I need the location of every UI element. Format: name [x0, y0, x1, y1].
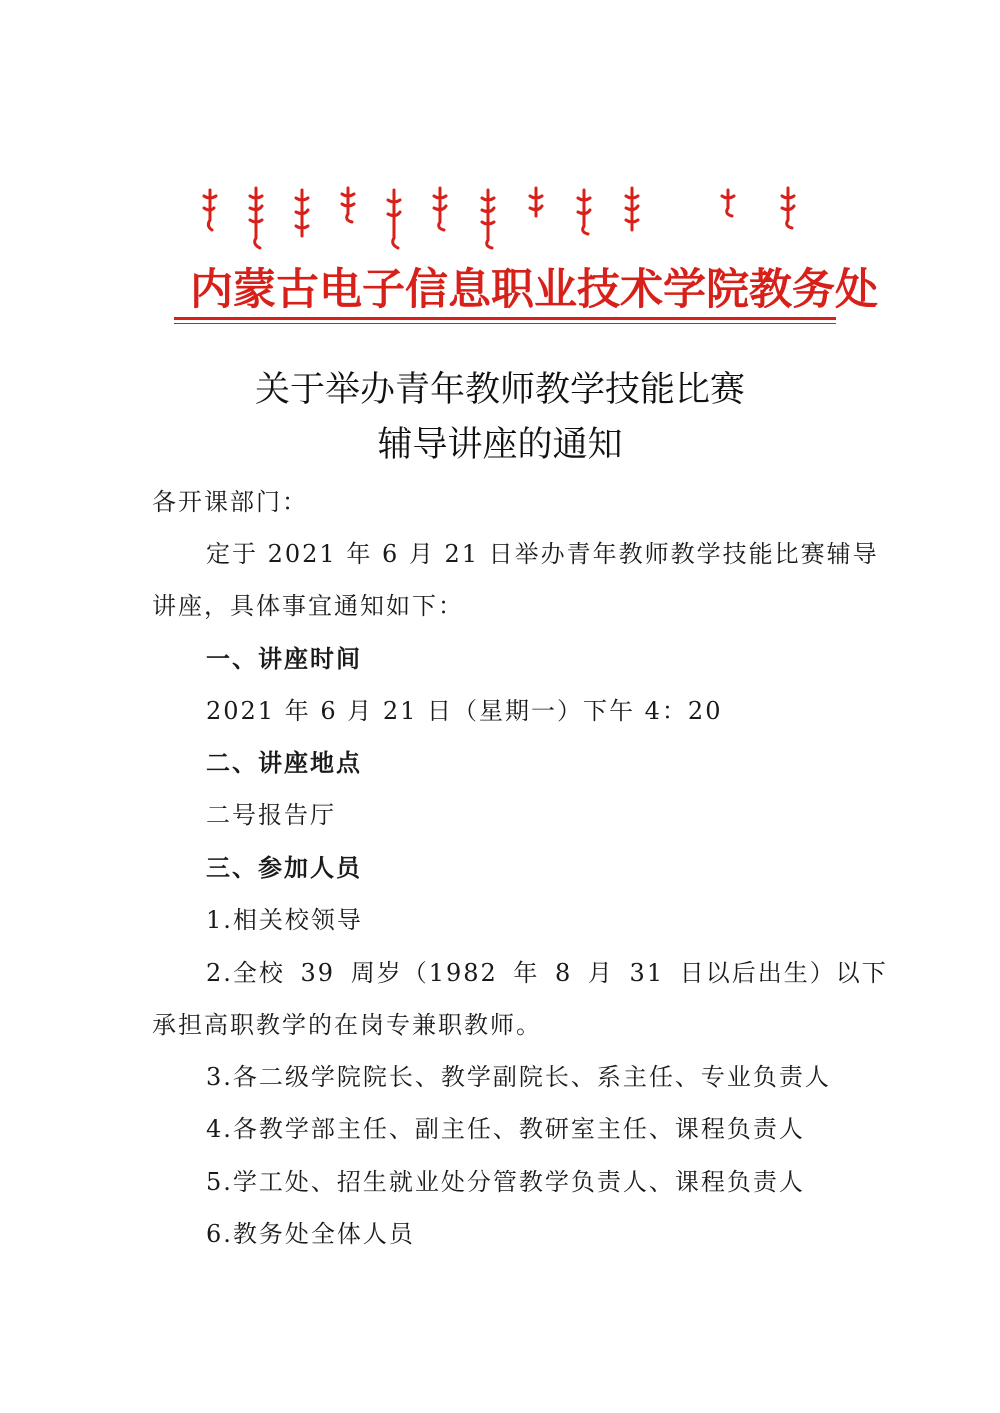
document-title-line-2: 辅导讲座的通知 [377, 425, 623, 465]
lecture-location: 二号报告厅 [206, 801, 336, 829]
mongolian-word-6 [434, 188, 446, 230]
participant-item: 4.各教学部主任、副主任、教研室主任、课程负责人 [206, 1115, 805, 1143]
mongolian-word-3 [296, 190, 308, 236]
lecture-time: 2021 年 6 月 21 日（星期一）下午 4：20 [206, 697, 723, 725]
intro-paragraph-line-2: 讲座，具体事宜通知如下： [152, 592, 464, 620]
letterhead-divider-thick [174, 317, 836, 320]
intro-paragraph-line-1: 定于 2021 年 6 月 21 日举办青年教师教学技能比赛辅导 [206, 540, 879, 568]
mongolian-word-1 [204, 190, 216, 230]
mongolian-word-11 [722, 190, 734, 216]
mongolian-word-8 [530, 188, 542, 216]
letterhead-divider-thin [174, 323, 836, 324]
participant-item: 5.学工处、招生就业处分管教学负责人、课程负责人 [206, 1168, 805, 1196]
participant-item: 2.全校 39 周岁（1982 年 8 月 31 日以后出生）以下 [206, 959, 888, 987]
letterhead-org-name: 内蒙古电子信息职业技术学院教务处 [190, 265, 878, 315]
mongolian-word-7 [482, 190, 494, 248]
mongolian-word-9 [578, 190, 590, 234]
participant-item: 1.相关校领导 [206, 906, 363, 934]
mongolian-script-header [198, 186, 818, 252]
participant-item: 6.教务处全体人员 [206, 1220, 415, 1248]
mongolian-word-5 [388, 190, 400, 248]
section-heading-participants: 三、参加人员 [206, 854, 362, 882]
mongolian-word-4 [342, 188, 354, 222]
participant-item: 3.各二级学院院长、教学副院长、系主任、专业负责人 [206, 1063, 831, 1091]
participant-item-continuation: 承担高职教学的在岗专兼职教师。 [152, 1011, 542, 1039]
greeting: 各开课部门： [152, 488, 308, 516]
section-heading-time: 一、讲座时间 [206, 645, 362, 673]
mongolian-word-10 [626, 188, 638, 230]
mongolian-word-2 [250, 188, 262, 248]
section-heading-location: 二、讲座地点 [206, 749, 362, 777]
mongolian-word-12 [782, 188, 794, 228]
document-title-line-1: 关于举办青年教师教学技能比赛 [254, 370, 745, 410]
mongolian-script-graphic [198, 186, 818, 252]
